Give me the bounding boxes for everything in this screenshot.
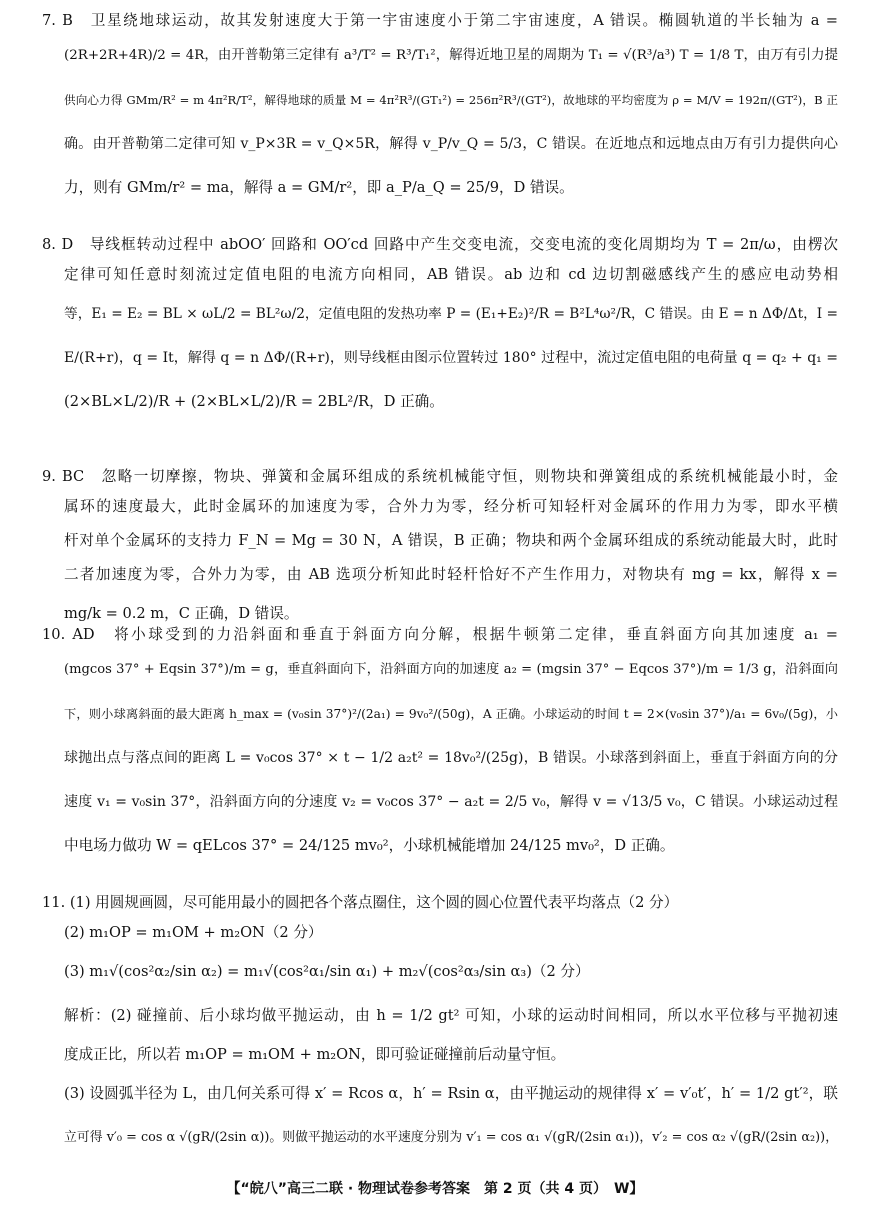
text-line: 球抛出点与落点间的距离 L = v₀cos 37° × t − 1/2 a₂t² = 18v₀²/(25g)，B 错误。小球落到斜面上，垂直于斜面方向的分: [64, 750, 838, 766]
text-line: (2R+2R+4R)/2 = 4R，由开普勒第三定律有 a³/T² = R³/T₁²，解得近地卫星的周期为 T₁ = √(R³/a³) T = 1/8 T，由万有引力提: [64, 48, 838, 63]
text-line: 二者加速度为零，合外力为零，由 AB 选项分析知此时轻杆恰好不产生作用力，对物块有 mg = kx，解得 x =: [64, 566, 838, 583]
text-line: (3) 设圆弧半径为 L，由几何关系可得 x′ = Rcos α，h′ = Rsin α，由平抛运动的规律得 x′ = v′₀t′，h′ = 1/2 gt′²，联: [64, 1085, 838, 1102]
text-line: 速度 v₁ = v₀sin 37°，沿斜面方向的分速度 v₂ = v₀cos 37° − a₂t = 2/5 v₀，解得 v = √13/5 v₀，C 错误。小球运动过程: [64, 794, 838, 810]
text-line: 定律可知任意时刻流过定值电阻的电流方向相同，AB 错误。ab 边和 cd 边切割磁感线产生的感应电动势相: [64, 266, 838, 283]
text-line: 度成正比，所以若 m₁OP = m₁OM + m₂ON，即可验证碰撞前后动量守恒。: [64, 1046, 566, 1063]
text-line: (2×BL×L/2)/R + (2×BL×L/2)/R = 2BL²/R，D 正确。: [64, 393, 444, 410]
answer-item-7: [42, 8, 838, 210]
text-line: 中电场力做功 W = qELcos 37° = 24/125 mv₀²，小球机械能增加 24/125 mv₀²，D 正确。: [64, 837, 675, 854]
answer-item-8: [42, 232, 838, 424]
text-line: (mgcos 37° + Eqsin 37°)/m = g，垂直斜面向下，沿斜面方向的加速度 a₂ = (mgsin 37° − Eqcos 37°)/m = 1/3 g，沿斜面向: [64, 662, 838, 677]
text-line: 解析：(2) 碰撞前、后小球均做平抛运动，由 h = 1/2 gt² 可知，小球的运动时间相同，所以水平位移与平抛初速: [64, 1007, 838, 1024]
text-line: 10. AD 将小球受到的力沿斜面和垂直于斜面方向分解，根据牛顿第二定律，垂直斜面方向其加速度 a₁ =: [42, 626, 838, 643]
text-line: E/(R+r)，q = It，解得 q = n ΔΦ/(R+r)，则导线框由图示位置转过 180° 过程中，流过定值电阻的电荷量 q = q₂ + q₁ =: [64, 350, 838, 366]
text-line: 9. BC 忽略一切摩擦，物块、弹簧和金属环组成的系统机械能守恒，则物块和弹簧组成的系统机械能最小时，金: [42, 468, 838, 485]
text-line: 供向心力得 GMm/R² = m 4π²R/T²，解得地球的质量 M = 4π²R³/(GT₁²) = 256π²R³/(GT²)，故地球的平均密度为 ρ = M/V = 192π/(GT²)，B 正: [64, 93, 838, 107]
text-line: (2) m₁OP = m₁OM + m₂ON（2 分）: [64, 924, 323, 941]
answer-item-9: [42, 464, 838, 636]
text-line: 等，E₁ = E₂ = BL × ωL/2 = BL²ω/2，定值电阻的发热功率 P = (E₁+E₂)²/R = B²L⁴ω²/R，C 错误。由 E = n ΔΦ/Δt，I =: [64, 306, 838, 322]
text-line: (3) m₁√(cos²α₂/sin α₂) = m₁√(cos²α₁/sin α₁) + m₂√(cos²α₃/sin α₃)（2 分）: [64, 963, 590, 980]
answer-item-11: [42, 890, 838, 1160]
text-line: 11. (1) 用圆规画圆，尽可能用最小的圆把各个落点圈住，这个圆的圆心位置代表平均落点（2 分）: [42, 894, 679, 911]
answer-item-10: [42, 622, 838, 868]
text-line: 立可得 v′₀ = cos α √(gR/(2sin α))。则做平抛运动的水平速度分别为 v′₁ = cos α₁ √(gR/(2sin α₁))，v′₂ = cos α₂ √(gR/(2sin α₂))，: [64, 1130, 838, 1145]
page-footer: 【“皖八”高三二联 · 物理试卷参考答案 第 2 页（共 4 页） W】: [226, 1181, 644, 1197]
text-line: 属环的速度最大，此时金属环的加速度为零，合外力为零，经分析可知轻杆对金属环的作用力为零，即水平横: [64, 498, 838, 515]
text-line: 7. B 卫星绕地球运动，故其发射速度大于第一宇宙速度小于第二宇宙速度，A 错误。椭圆轨道的半长轴为 a =: [42, 12, 838, 29]
text-line: 确。由开普勒第二定律可知 v_P×3R = v_Q×5R，解得 v_P/v_Q = 5/3，C 错误。在近地点和远地点由万有引力提供向心: [64, 136, 838, 152]
text-line: 力，则有 GMm/r² = ma，解得 a = GM/r²，即 a_P/a_Q = 25/9，D 错误。: [64, 179, 574, 196]
text-line: mg/k = 0.2 m，C 正确，D 错误。: [64, 605, 299, 622]
text-line: 杆对单个金属环的支持力 F_N = Mg = 30 N，A 错误，B 正确；物块和两个金属环组成的系统动能最大时，此时: [64, 532, 838, 549]
text-line: 下，则小球离斜面的最大距离 h_max = (v₀sin 37°)²/(2a₁) = 9v₀²/(50g)，A 正确。小球运动的时间 t = 2×(v₀sin 37°)/a₁ = 6v₀/(5g)，小: [64, 707, 838, 721]
text-line: 8. D 导线框转动过程中 abOO′ 回路和 OO′cd 回路中产生交变电流，交变电流的变化周期均为 T = 2π/ω，由楞次: [42, 236, 838, 253]
